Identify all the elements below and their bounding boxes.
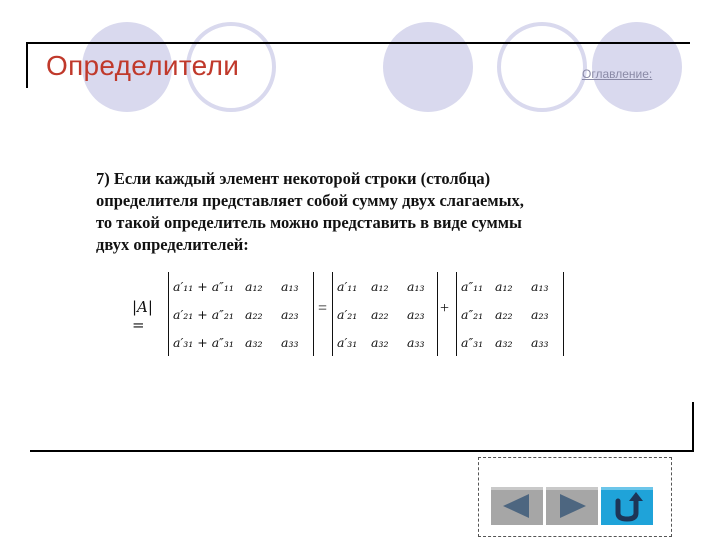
equals-sign: = bbox=[318, 300, 328, 317]
matrix-cell: a₁₂ bbox=[495, 278, 513, 294]
matrix-cell: a₃₃ bbox=[407, 334, 425, 350]
header-left-tick bbox=[26, 42, 28, 88]
matrix-cell: a₂₂ bbox=[371, 306, 389, 322]
matrix-cell: a′₂₁ + a″₂₁ bbox=[173, 306, 234, 322]
matrix-cell: a′₁₁ + a″₁₁ bbox=[173, 278, 234, 294]
matrix-cell: a₃₃ bbox=[281, 334, 299, 350]
matrix-cell: a₃₂ bbox=[495, 334, 513, 350]
matrix-cell: a₁₂ bbox=[245, 278, 263, 294]
matrix-cell: a₃₂ bbox=[371, 334, 389, 350]
footer-rule bbox=[30, 450, 694, 452]
decor-circle-3 bbox=[383, 22, 473, 112]
slide-body bbox=[96, 168, 616, 256]
matrix-cell: a₁₃ bbox=[281, 278, 299, 294]
slide-title: Определители bbox=[46, 50, 240, 81]
matrix-cell: a₁₂ bbox=[371, 278, 389, 294]
matrix-cell: a₁₃ bbox=[531, 278, 549, 294]
matrix-cell: a′₁₁ bbox=[337, 278, 358, 294]
matrix-cell: a′₂₁ bbox=[337, 306, 358, 322]
matrix-cell: a₃₃ bbox=[531, 334, 549, 350]
plus-sign: + bbox=[440, 300, 450, 317]
text-line: двух определителей: bbox=[96, 235, 249, 254]
text-line: определителя представляет собой сумму двух слагаемых, bbox=[96, 191, 524, 210]
arrow-right-icon bbox=[546, 487, 598, 525]
decor-circle-4 bbox=[497, 22, 587, 112]
determinant-main bbox=[168, 272, 314, 356]
text-line: то такой определитель можно представить в виде суммы bbox=[96, 213, 522, 232]
toc-link[interactable]: Оглавление: bbox=[582, 67, 653, 81]
determinant-first bbox=[332, 272, 438, 356]
matrix-cell: a₂₃ bbox=[531, 306, 549, 322]
matrix-cell: a₂₂ bbox=[495, 306, 513, 322]
formula-lhs: |A| = bbox=[132, 298, 153, 334]
matrix-cell: a₃₂ bbox=[245, 334, 263, 350]
matrix-cell: a′₃₁ bbox=[337, 334, 358, 350]
next-slide-button[interactable] bbox=[546, 487, 598, 525]
arrow-left-icon bbox=[491, 487, 543, 525]
return-button[interactable] bbox=[601, 487, 653, 525]
footer-right-tick bbox=[692, 402, 694, 452]
matrix-cell: a″₃₁ bbox=[461, 334, 484, 350]
matrix-cell: a″₂₁ bbox=[461, 306, 484, 322]
matrix-cell: a₁₃ bbox=[407, 278, 425, 294]
text-line: 7) Если каждый элемент некоторой строки (столбца) bbox=[96, 169, 491, 188]
matrix-cell: a₂₃ bbox=[281, 306, 299, 322]
prev-slide-button[interactable] bbox=[491, 487, 543, 525]
property-text bbox=[96, 168, 616, 256]
header-rule bbox=[26, 42, 690, 44]
matrix-cell: a₂₂ bbox=[245, 306, 263, 322]
matrix-cell: a′₃₁ + a″₃₁ bbox=[173, 334, 234, 350]
matrix-cell: a₂₃ bbox=[407, 306, 425, 322]
determinant-second bbox=[456, 272, 564, 356]
return-arrow-icon bbox=[601, 487, 653, 525]
matrix-cell: a″₁₁ bbox=[461, 278, 484, 294]
